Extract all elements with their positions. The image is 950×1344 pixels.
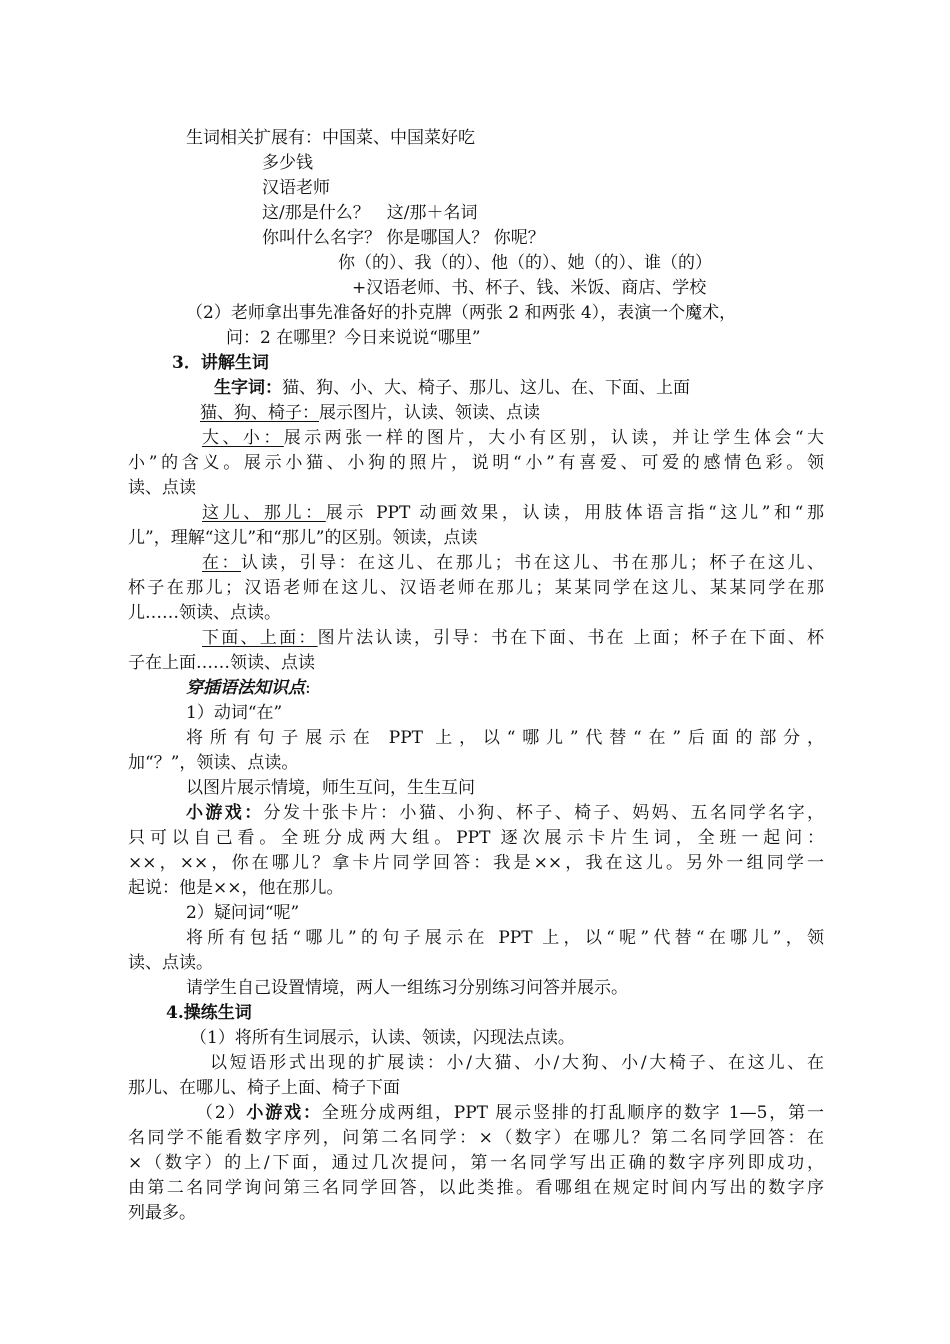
expansion-item: 多少钱 (262, 153, 313, 173)
game-line-1: 小游戏：分发十张卡片：小猫、小狗、杯子、椅子、妈妈、五名同学名字， (186, 803, 824, 823)
expansion-intro: 生词相关扩展有：中国菜、中国菜好吃 (186, 128, 475, 148)
explain-size-line-2: 小”的含义。展示小猫、小狗的照片，说明“小”有喜爱、可爱的感情色彩。领 (128, 453, 824, 473)
expansion-item: 汉语老师 (262, 178, 330, 198)
explain-here-there-line-1: 这儿、那儿：展示 PPT 动画效果，认读，用肢体语言指“这儿”和“那 (202, 503, 824, 523)
grammar-1-title: 1）动词“在” (186, 703, 283, 723)
expansion-nouns: +汉语老师、书、杯子、钱、米饭、商店、学校 (352, 278, 707, 298)
explain-zai-line-3: 儿……领读、点读。 (128, 603, 281, 623)
drill-2-line-5: 列最多。 (128, 1203, 196, 1223)
explain-here-there-line-2: 儿”，理解“这儿”和“那儿”的区别。领读，点读 (128, 528, 478, 548)
magic-line-2: 问：2 在哪里？今日来说说“哪里” (226, 328, 481, 348)
explain-position-line-1: 下面、上面：图片法认读，引导：书在下面、书在 上面；杯子在下面、杯 (202, 628, 825, 648)
grammar-2-line-2: 读、点读。 (128, 953, 213, 973)
explain-term: 大、小： (202, 428, 284, 448)
vocab-words: 猫、狗、小、大、椅子、那儿、这儿、在、下面、上面 (282, 378, 690, 398)
explain-term: 猫、狗、椅子： (200, 403, 319, 423)
game-label: 小游戏： (186, 803, 264, 823)
expansion-pronouns: 你（的）、我（的）、他（的）、她（的）、谁（的） (338, 253, 712, 273)
explain-size-line-3: 读、点读 (128, 478, 196, 498)
grammar-1-line-1: 将所有句子展示在 PPT 上，以“哪儿”代替“在”后面的部分， (186, 728, 824, 748)
explain-position-line-2: 子在上面……领读、点读 (128, 653, 315, 673)
grammar-2-title: 2）疑问词“呢” (186, 903, 300, 923)
drill-2-line-1: （2）小游戏：全班分成两组，PPT 展示竖排的打乱顺序的数字 1—5，第一 (196, 1103, 824, 1123)
explain-animals: 猫、狗、椅子：展示图片，认读、领读、点读 (200, 403, 540, 423)
vocab-label: 生字词： (214, 378, 282, 398)
section-4-heading: 4.操练生词 (166, 1003, 252, 1023)
expansion-item: 你叫什么名字？ 你是哪国人？ 你呢？ (262, 228, 545, 248)
explain-zai-line-1: 在：认读，引导：在这儿、在那儿；书在这儿、书在那儿；杯子在这儿、 (202, 553, 825, 573)
explain-term: 在： (202, 553, 242, 573)
grammar-1-line-2: 加“？”，领读、点读。 (128, 753, 299, 773)
drill-1-line-1: 以短语形式出现的扩展读：小/大猫、小/大狗、小/大椅子、在这儿、在 (210, 1053, 824, 1073)
game-line-2: 只可以自己看。全班分成两大组。PPT 逐次展示卡片生词，全班一起问： (128, 828, 824, 848)
game-line-3: ××，××，你在哪儿？拿卡片同学回答：我是××，我在这儿。另外一组同学一 (128, 853, 824, 873)
drill-1: （1）将所有生词展示，认读、领读，闪现法点读。 (190, 1028, 575, 1048)
vocab-line (214, 376, 690, 400)
section-3-heading: 3．讲解生词 (172, 353, 269, 373)
grammar-heading: 穿插语法知识点: (186, 678, 311, 698)
explain-term: 下面、上面： (202, 628, 318, 648)
game-line-4: 起说：他是××，他在那儿。 (128, 878, 344, 898)
grammar-2-line-3: 请学生自己设置情境，两人一组练习分别练习问答并展示。 (186, 978, 628, 998)
explain-size-line-1: 大、小：展示两张一样的图片，大小有区别，认读，并让学生体会“大 (202, 428, 824, 448)
magic-line-1: （2）老师拿出事先准备好的扑克牌（两张 2 和两张 4），表演一个魔术， (186, 303, 737, 323)
drill-2-line-2: 名同学不能看数字序列，问第二名同学：×（数字）在哪儿？第二名同学回答：在 (128, 1128, 824, 1148)
drill-2-line-4: 由第二名同学询问第三名同学回答，以此类推。看哪组在规定时间内写出的数字序 (128, 1178, 824, 1198)
grammar-1-line-3: 以图片展示情境，师生互问，生生互问 (186, 778, 475, 798)
grammar-2-line-1: 将所有包括“哪儿”的句子展示在 PPT 上，以“呢”代替“在哪儿”，领 (186, 928, 824, 948)
drill-2-line-3: ×（数字）的上/下面，通过几次提问，第一名同学写出正确的数字序列即成功， (128, 1153, 824, 1173)
explain-term: 这儿、那儿： (202, 503, 326, 523)
drill-game-label: 小游戏： (246, 1103, 322, 1123)
expansion-item: 这/那是什么？ 这/那＋名词 (262, 203, 478, 223)
drill-1-line-2: 那儿、在哪儿、椅子上面、椅子下面 (128, 1078, 400, 1098)
explain-zai-line-2: 杯子在那儿；汉语老师在这儿、汉语老师在那儿；某某同学在这儿、某某同学在那 (128, 578, 824, 598)
